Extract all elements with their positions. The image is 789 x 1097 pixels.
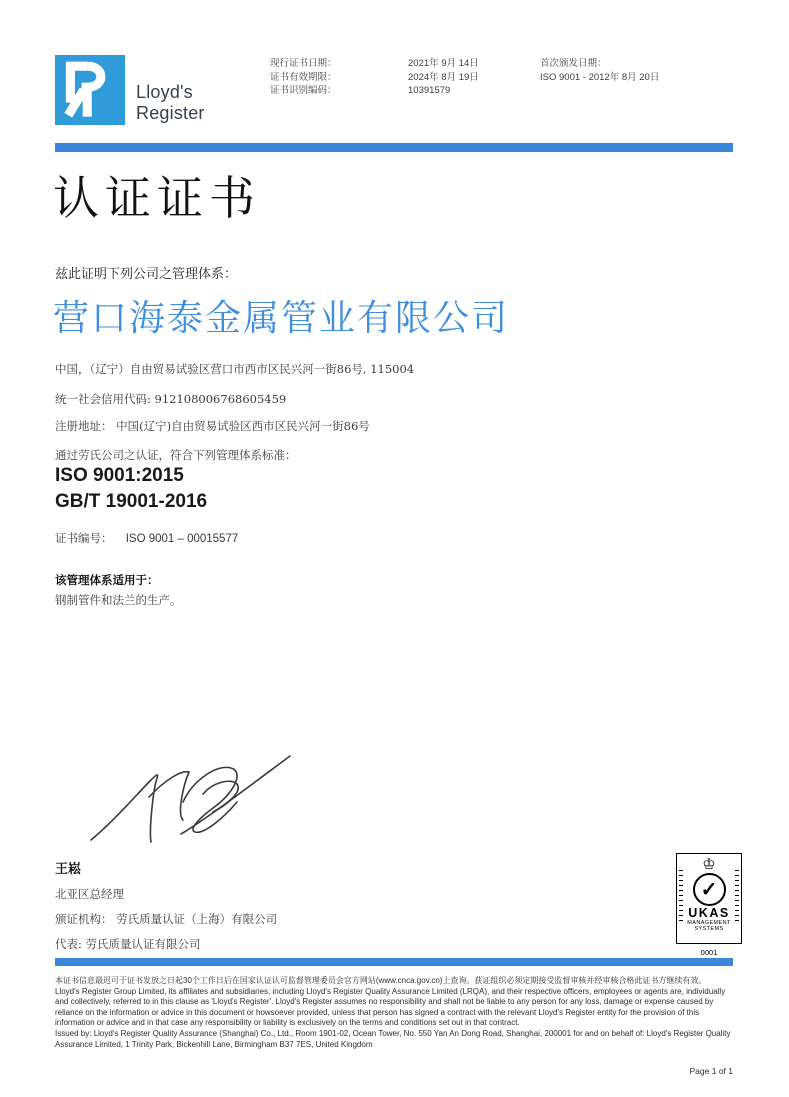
certificate-number-label: 证书编号： [55, 531, 113, 545]
footer-issued-by: Issued by: Lloyd's Register Quality Assurance (Shanghai) Co., Ltd., Room 1901-02, Ocean Tower, No. 550 Yan An Dong Road, Shanghai, 200001 for and on behalf of: Lloyd's Register Quality Assurance Limited, 1 Trinity Park, Bickenhill Lane, Birmingham B37 7ES, United Kingdom [55, 1028, 731, 1049]
company-address: 中国，（辽宁）自由贸易试验区营口市西市区民兴河一街86号, 115004 [55, 362, 415, 376]
certificate-id-label: 证书识别编码： [270, 85, 337, 96]
lr-wordmark-line2: Register [136, 103, 205, 123]
registered-address: 注册地址： 中国(辽宁)自由贸易试验区西市区民兴河一街86号 [55, 419, 370, 433]
certificate-number-line [55, 530, 238, 546]
expiry-date-row [270, 71, 538, 85]
signer-title: 北亚区总经理 [55, 887, 124, 901]
ukas-ticks-left [679, 870, 683, 922]
signature-image [85, 742, 295, 862]
standard-gbt: GB/T 19001-2016 [55, 491, 208, 512]
scope-label: 该管理体系适用于： [55, 575, 159, 587]
footer-legal-text [55, 976, 735, 1050]
expiry-date-label: 证书有效期限： [270, 71, 337, 83]
footer-chinese-notice: 本证书信息最迟可于证书发放之日起30个工作日后在国家认证认可监督管理委员会官方网站(www.cnca.gov.cn)上查询。获证组织必须定期接受监督审核并经审核合格此证书方继续有效。 [55, 976, 707, 985]
ukas-box [676, 853, 742, 944]
certificate-meta [270, 57, 538, 98]
bottom-divider-bar [55, 958, 733, 966]
checkmark-icon: ✓ [693, 873, 726, 906]
current-issue-date-label: 现行证书日期： [270, 58, 337, 69]
crown-icon: ♔ [702, 856, 716, 873]
ukas-subtitle-line1: MANAGEMENT [687, 920, 731, 926]
first-issue-block [540, 57, 659, 84]
standards-block [55, 463, 207, 515]
certificate-id-value: 10391579 [408, 85, 451, 96]
ukas-subtitle-line2: SYSTEMS [694, 926, 724, 932]
top-divider-bar [55, 143, 733, 152]
lr-wordmark [136, 82, 205, 124]
document-title: 认证证书 [53, 171, 261, 225]
expiry-date-value: 2024年 8月 19日 [408, 71, 479, 83]
standard-iso: ISO 9001:2015 [55, 465, 184, 486]
lr-wordmark-line1: Lloyd's [136, 82, 193, 102]
first-issue-label: 首次颁发日期： [540, 58, 607, 69]
on-behalf-line: 代表: 劳氏质量认证有限公司 [55, 937, 201, 951]
page-number: Page 1 of 1 [689, 1066, 733, 1076]
intro-statement: 兹此证明下列公司之管理体系： [55, 267, 238, 282]
ukas-accreditation-mark [676, 853, 742, 957]
approval-statement: 通过劳氏公司之认证，符合下列管理体系标准： [55, 448, 297, 462]
certificate-number-value: ISO 9001 – 00015577 [125, 533, 239, 545]
company-name: 营口海泰金属管业有限公司 [53, 298, 510, 339]
scope-text: 钢制管件和法兰的生产。 [55, 593, 182, 607]
social-credit-code: 统一社会信用代码: 912108006768605459 [55, 392, 287, 406]
lr-logo-icon [55, 55, 125, 125]
current-issue-date-row [270, 57, 538, 71]
signer-name: 王崧 [55, 861, 82, 876]
current-issue-date-value: 2021年 9月 14日 [408, 58, 479, 69]
ukas-ticks-right [735, 870, 739, 922]
footer-english-disclaimer: Lloyd's Register Group Limited, its affiliates and subsidiaries, including Lloyd's Register Quality Assurance Limited (LRQA), and their respective officers, employees or agents are, individually and collectively, referred to in this clause as 'Lloyd's Register'. Lloyd's Register assumes no responsibility and shall not be liable to any person for any loss, damage or expense caused by reliance on the information or advice in this document or howsoever provided, unless that person has signed a contract with the relevant Lloyd's Register entity for the provision of this information or advice and in that case any responsibility or liability is exclusively on the terms and conditions set out in that contract. [55, 986, 726, 1028]
first-issue-value: ISO 9001 - 2012年 8月 20日 [540, 71, 660, 83]
ukas-number: 0001 [700, 948, 718, 957]
issuing-body-line: 颁证机构： 劳氏质量认证（上海）有限公司 [55, 912, 278, 926]
ukas-name: UKAS [688, 906, 730, 920]
certificate-id-row [270, 84, 538, 98]
